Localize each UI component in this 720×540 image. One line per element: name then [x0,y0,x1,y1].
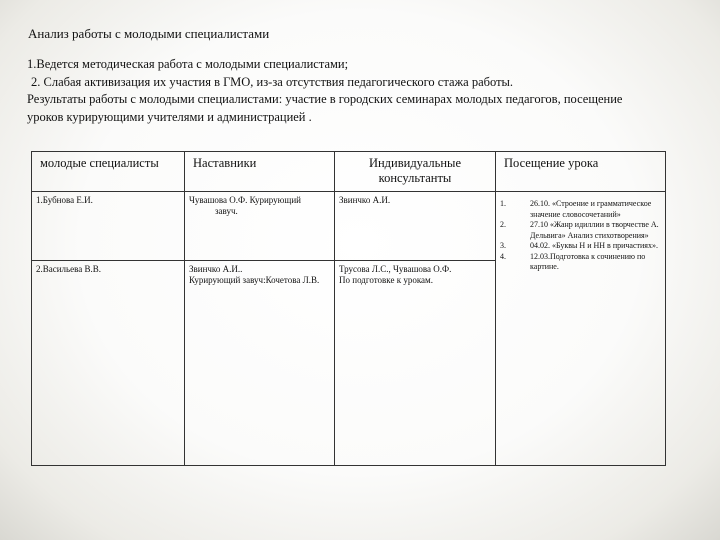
page-title: Анализ работы с молодыми специалистами [28,26,270,41]
mentor-cell [185,261,335,466]
lesson-visits-list [500,199,661,273]
header-mentors: Наставники [185,152,335,192]
lesson-visits-cell [496,192,666,466]
mentor-line: Звинчко А.И.. [189,264,243,274]
specialist-cell: 1.Бубнова Е.И. [32,192,185,261]
list-item: 3. 04.02. «Буквы Н и НН в причастиях». [500,241,658,250]
intro-line-2: 2. Слабая активизация их участия в ГМО, из-за отсутствия педагогического стажа работы. [31,74,514,89]
consultant-cell: Звинчко А.И. [335,192,496,261]
specialist-cell: 2.Васильева В.В. [32,261,185,466]
header-specialists: молодые специалисты [32,152,185,192]
mentoring-table [31,151,666,466]
header-consultants: Индивидуальные консультанты [335,152,496,192]
mentor-line: Чувашова О.Ф. Курирующий [189,195,301,205]
table-header-row [32,152,666,192]
intro-line-1: 1.Ведется методическая работа с молодыми специалистами; [27,57,349,71]
consultant-line: Трусова Л.С., Чувашова О.Ф. [339,264,452,274]
header-lesson-visits: Посещение урока [496,152,666,192]
mentor-line: завуч. [215,206,238,216]
table-row [32,192,666,261]
consultant-line: По подготовке к урокам. [339,275,433,285]
mentor-cell [185,192,335,261]
intro-line-3: Результаты работы с молодыми специалистами: участие в городских семинарах молодых педагогов, посещение [27,92,623,106]
intro-line-4: уроков курирующими учителями и администрацией . [27,109,312,124]
intro-text [27,56,707,126]
list-item: 2. 27.10 «Жанр идиллии в творчестве А. Дельвига» Анализ стихотворения» [500,220,659,240]
consultant-cell [335,261,496,466]
list-item: 4. 12.03.Подготовка к сочинению по картине. [500,251,646,271]
mentor-line: Курирующий завуч:Кочетова Л.В. [189,275,320,285]
list-item: 1. 26.10. «Строение и грамматическое значение словосочетаний» [500,199,652,219]
